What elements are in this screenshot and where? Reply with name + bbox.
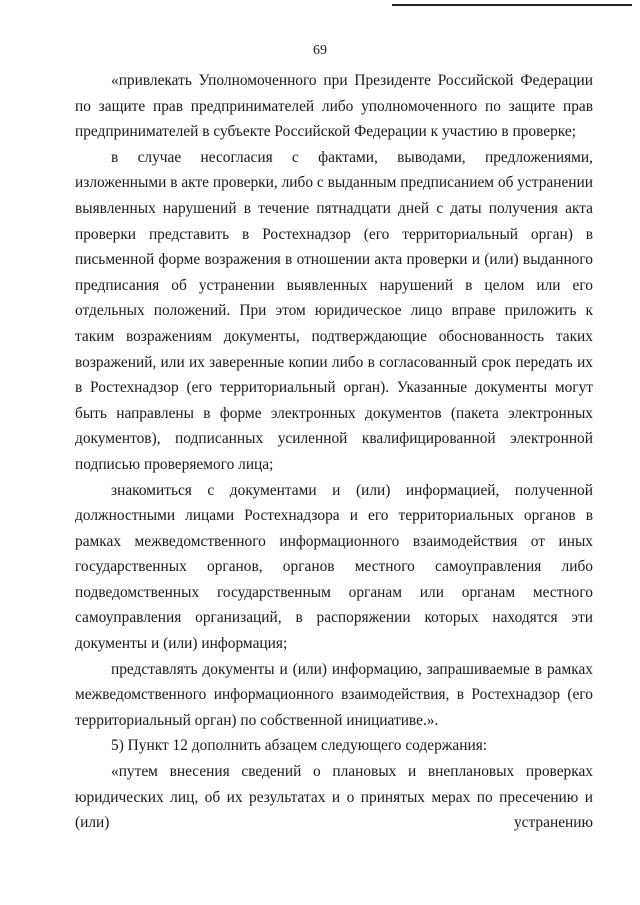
paragraph-1: «привлекать Уполномоченного при Президенте Российской Федерации по защите прав предпринимателей либо уполномоченного по защите прав предпринимателей в субъекте Российской Федерации к участию в проверке; xyxy=(75,72,593,141)
paragraph-6: «путем внесения сведений о плановых и внеплановых проверках юридических лиц, об их результатах и о принятых мерах по пресечению и (или) устранению xyxy=(75,763,593,832)
paragraph-5: 5) Пункт 12 дополнить абзацем следующего содержания: xyxy=(111,737,488,755)
document-body xyxy=(75,68,593,836)
page-number: 69 xyxy=(313,43,327,58)
paragraph-4: представлять документы и (или) информацию, запрашиваемые в рамках межведомственного информационного взаимодействия, в Ростехнадзор (его территориальный орган) по собственной инициативе.». xyxy=(75,660,593,729)
top-edge-rule xyxy=(392,4,632,6)
paragraph-3: знакомиться с документами и (или) информацией, полученной должностными лицами Ростехнадзора и его территориальных органов в рамках межведомственного информационного взаимодействия от иных государственных органов, органов местного самоуправления либо подведомственных государственным органам или органам местного самоуправления организаций, в распоряжении которых находятся эти документы и (или) информация; xyxy=(75,481,593,653)
paragraph-2: в случае несогласия с фактами, выводами, предложениями, изложенными в акте проверки, либо с выданным предписанием об устранении выявленных нарушений в течение пятнадцати дней с даты получения акта проверки представить в Ростехнадзор (его территориальный орган) в письменной форме возражения в отношении акта проверки и (или) выданного предписания об устранении выявленных нарушений в целом или его отдельных положений. При этом юридическое лицо вправе приложить к таким возражениям документы, подтверждающие обоснованность таких возражений, или их заверенные копии либо в согласованный срок передать их в Ростехнадзор (его территориальный орган). Указанные документы могут быть направлены в форме электронных документов (пакета электронных документов), подписанных усиленной квалифицированной электронной подписью проверяемого лица; xyxy=(75,148,593,473)
